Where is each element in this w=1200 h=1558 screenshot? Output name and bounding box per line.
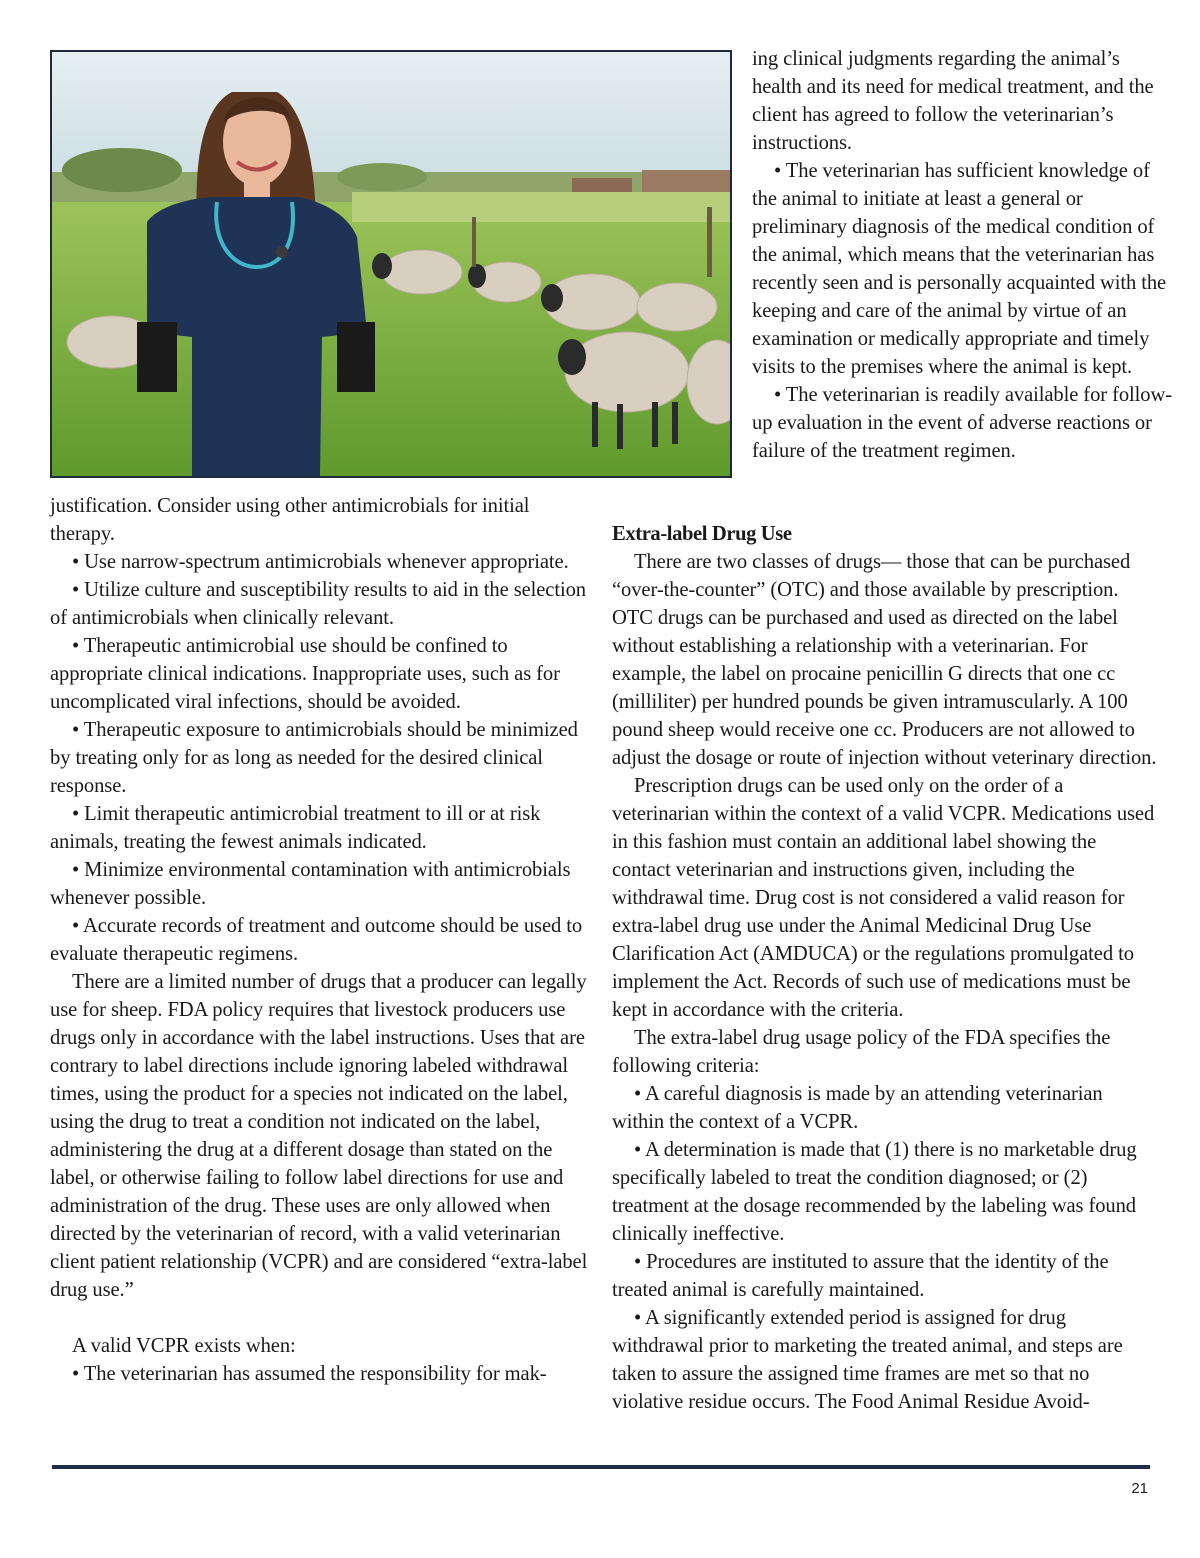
bullet-item: • A careful diagnosis is made by an attending veterinarian within the context of a VCPR. <box>612 1083 1103 1133</box>
paragraph: A valid VCPR exists when: <box>72 1335 296 1357</box>
spacer <box>50 1304 595 1332</box>
bullet-item: • Minimize environmental contamination with antimicrobials whenever possible. <box>50 859 571 909</box>
page-number: 21 <box>1131 1480 1148 1497</box>
left-column <box>50 492 595 1388</box>
paragraph: Prescription drugs can be used only on the order of a veterinarian within the context of a valid VCPR. Medications used in this fashion must contain an additional label showing the contact veterinarian and instructions given, including the withdrawal time. Drug cost is not considered a valid reason for extra-label drug use under the Animal Medicinal Drug Use Clarification Act (AMDUCA) or the regulations promulgated to implement the Act. Records of such use of medications must be kept in accordance with the criteria. <box>612 775 1155 1021</box>
bullet-item: • Therapeutic antimicrobial use should be confined to appropriate clinical indications. Inappropriate uses, such as for uncomplicated viral infections, should be avoided. <box>50 635 560 713</box>
section-heading: Extra-label Drug Use <box>612 523 792 545</box>
paragraph: There are two classes of drugs— those that can be purchased “over-the-counter” (OTC) and those available by prescription. OTC drugs can be purchased and used as directed on the label without establishing a relationship with a veterinarian. For example, the label on procaine penicillin G directs that one cc (milliliter) per hundred pounds be given intramuscularly. A 100 pound sheep would receive one cc. Producers are not allowed to adjust the dosage or route of injection without veterinary direction. <box>612 551 1157 769</box>
paragraph: There are a limited number of drugs that a producer can legally use for sheep. FDA policy requires that livestock producers use drugs only in accordance with the label instructions. Uses that are contrary to label directions include ignoring labeled withdrawal times, using the product for a species not indicated on the label, using the drug to treat a condition not indicated on the label, administering the drug at a different dosage than stated on the label, or otherwise failing to follow label directions for use and administration of the drug. These uses are only allowed when directed by the veterinarian of record, with a valid veterinarian client patient relationship (VCPR) and are considered “extra-label drug use.” <box>50 971 588 1301</box>
veterinarian-photo <box>50 50 732 478</box>
photo-veterinarian-with-sheep <box>52 52 730 476</box>
bullet-item: • The veterinarian has sufficient knowledge of the animal to initiate at least a general or preliminary diagnosis of the medical condition of the animal, which means that the veterinarian has recently seen and is personally acquainted with the keeping and care of the animal by virtue of an examination or medically appropriate and timely visits to the premises where the animal is kept. <box>752 160 1167 378</box>
right-column <box>612 520 1157 1416</box>
footer-rule <box>52 1465 1150 1469</box>
bullet-item: • Accurate records of treatment and outcome should be used to evaluate therapeutic regimens. <box>50 915 583 965</box>
paragraph: ing clinical judgments regarding the animal’s health and its need for medical treatment, and the client has agreed to follow the veterinarian’s instructions. <box>752 48 1154 154</box>
paragraph: The extra-label drug usage policy of the FDA specifies the following criteria: <box>612 1027 1111 1077</box>
bullet-item: • Therapeutic exposure to antimicrobials should be minimized by treating only for as long as needed for the desired clinical response. <box>50 719 578 797</box>
bullet-item: • Use narrow-spectrum antimicrobials whenever appropriate. <box>72 551 569 573</box>
paragraph: justification. Consider using other antimicrobials for initial therapy. <box>50 495 530 545</box>
bullet-item: • The veterinarian has assumed the responsibility for mak- <box>72 1363 547 1385</box>
bullet-item: • The veterinarian is readily available for follow-up evaluation in the event of adverse reactions or failure of the treatment regimen. <box>752 384 1172 462</box>
bullet-item: • Procedures are instituted to assure that the identity of the treated animal is carefully maintained. <box>612 1251 1109 1301</box>
bullet-item: • Utilize culture and susceptibility results to aid in the selection of antimicrobials when clinically relevant. <box>50 579 586 629</box>
bullet-item: • Limit therapeutic antimicrobial treatment to ill or at risk animals, treating the fewest animals indicated. <box>50 803 541 853</box>
bullet-item: • A significantly extended period is assigned for drug withdrawal prior to marketing the treated animal, and steps are taken to assure the assigned time frames are met so that no violative residue occurs. The Food Animal Residue Avoid- <box>612 1307 1123 1413</box>
top-right-column <box>752 45 1172 465</box>
bullet-item: • A determination is made that (1) there is no marketable drug specifically labeled to treat the condition diagnosed; or (2) treatment at the dosage recommended by the labeling was found clinically ineffective. <box>612 1139 1137 1245</box>
